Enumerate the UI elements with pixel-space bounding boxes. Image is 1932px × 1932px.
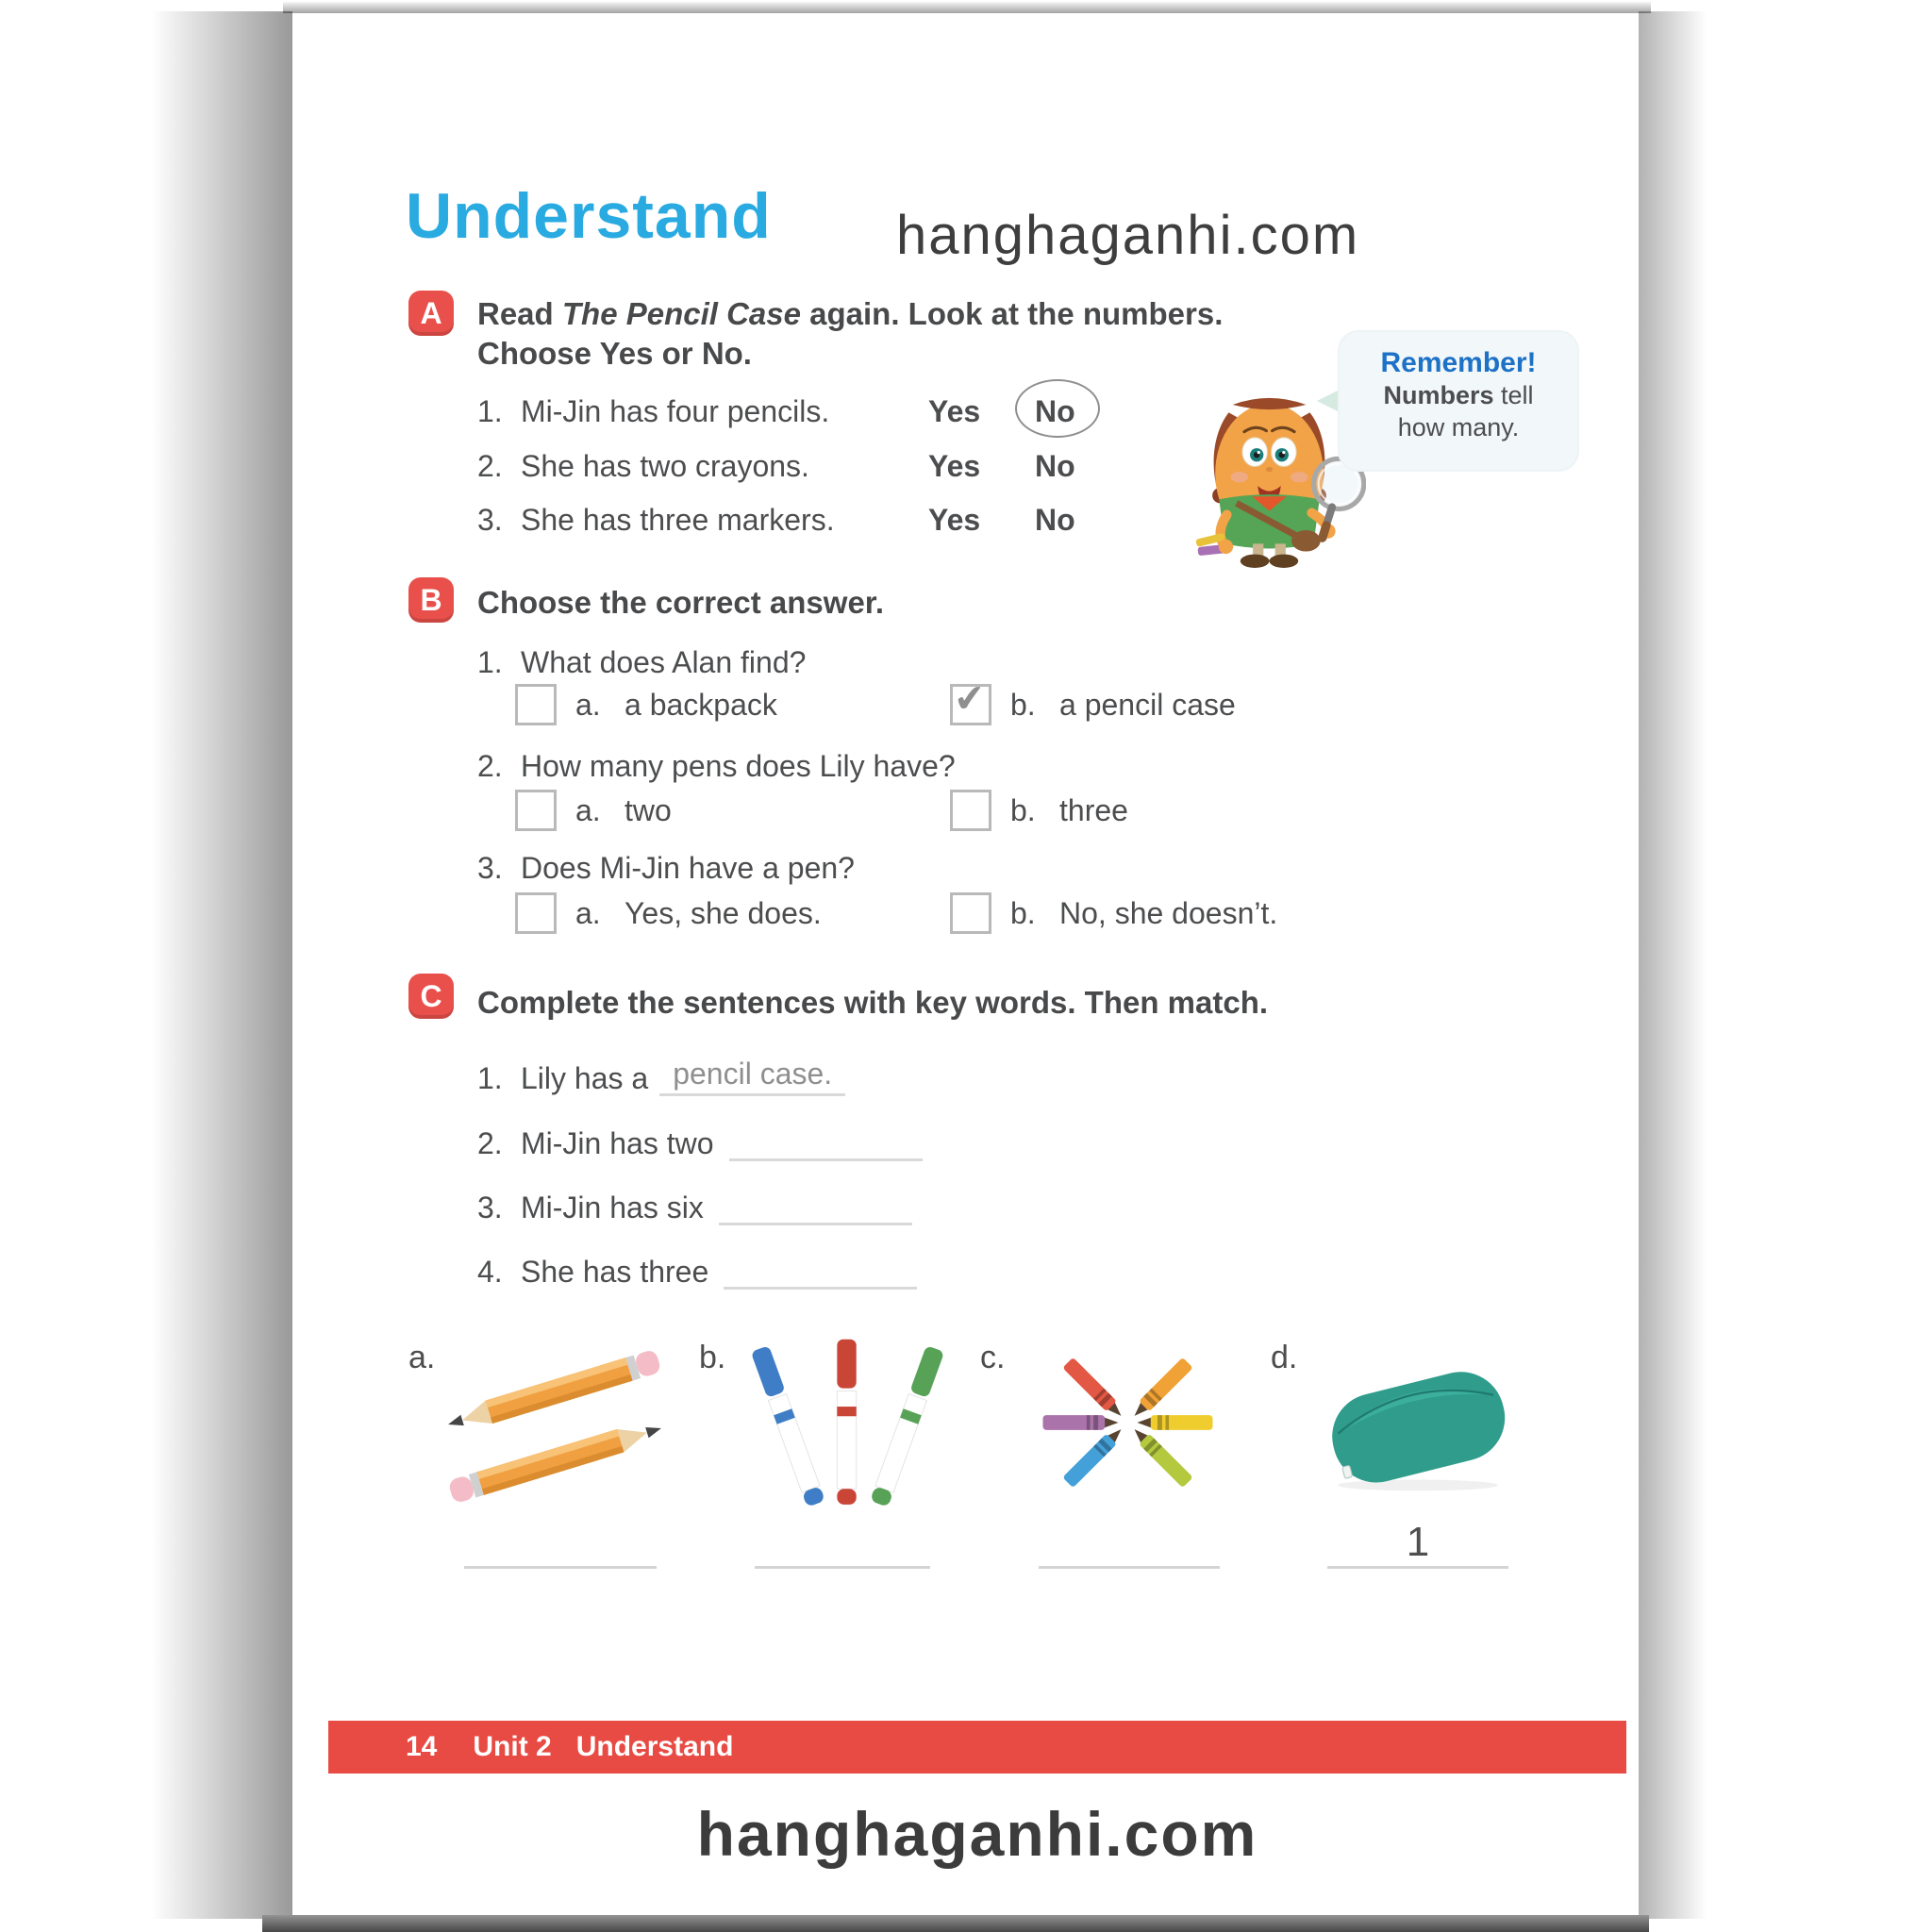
checkbox[interactable] <box>515 684 557 725</box>
question-row <box>477 645 806 680</box>
sentence-number: 2. <box>477 1126 503 1160</box>
question-text: What does Alan find? <box>521 645 807 679</box>
option-b <box>950 791 1128 830</box>
no-choice[interactable]: No <box>1035 394 1075 428</box>
remember-callout <box>1340 332 1577 470</box>
three-markers-image <box>738 1336 957 1515</box>
checkbox[interactable] <box>515 790 557 831</box>
heading-text: Read <box>477 296 562 331</box>
match-answer-line-d[interactable] <box>1327 1566 1508 1569</box>
section-a-badge: A <box>408 291 454 336</box>
no-choice[interactable]: No <box>1035 449 1075 483</box>
question-text: Does Mi-Jin have a pen? <box>521 851 855 885</box>
book-title: The Pencil Case <box>561 296 801 331</box>
match-answer-line-b[interactable] <box>755 1566 930 1569</box>
match-label-c: c. <box>980 1340 1006 1375</box>
speech-bubble-pointer <box>1317 389 1341 413</box>
match-label-b: b. <box>699 1340 726 1375</box>
sentence-text: She has three <box>521 1255 709 1289</box>
row-number: 3. <box>477 503 503 537</box>
checkbox-checked[interactable] <box>950 684 991 725</box>
option-letter: a. <box>575 895 601 930</box>
green-pencil-case-image <box>1313 1334 1523 1515</box>
option-label: Yes, she does. <box>625 895 822 930</box>
answer-blank[interactable] <box>729 1124 923 1161</box>
page-shadow-top <box>283 2 1651 13</box>
statement-row <box>477 449 809 484</box>
statement-row <box>477 503 835 538</box>
question-text: How many pens does Lily have? <box>521 749 956 783</box>
section-b-heading: Choose the correct answer. <box>477 585 884 620</box>
match-answer-line-a[interactable] <box>464 1566 657 1569</box>
row-number: 1. <box>477 394 503 428</box>
checkbox[interactable] <box>950 790 991 831</box>
sentence-row <box>477 1124 923 1161</box>
remember-text: tell <box>1493 381 1534 409</box>
section-c-heading: Complete the sentences with key words. Then match. <box>477 985 1269 1020</box>
sentence-text: Mi-Jin has six <box>521 1191 704 1224</box>
page-bottom-edge <box>262 1915 1649 1932</box>
heading-text: again. Look at the numbers. <box>800 296 1224 331</box>
question-row <box>477 851 855 886</box>
row-number: 2. <box>477 449 503 483</box>
sentence-text: Lily has a <box>521 1061 649 1095</box>
yes-choice[interactable]: Yes <box>928 394 981 428</box>
option-label: three <box>1059 792 1128 827</box>
six-crayons-image <box>1026 1328 1229 1517</box>
section-b-badge: B <box>408 577 454 623</box>
statement-text: Mi-Jin has four pencils. <box>521 394 830 428</box>
sentence-number: 3. <box>477 1191 503 1224</box>
question-row <box>477 749 956 784</box>
question-number: 2. <box>477 749 503 783</box>
question-number: 1. <box>477 645 503 679</box>
remember-title: Remember! <box>1380 347 1537 378</box>
page-shadow-left <box>151 11 292 1919</box>
yes-choice[interactable]: Yes <box>928 449 981 483</box>
option-b <box>950 685 1236 724</box>
option-letter: a. <box>575 687 601 722</box>
sentence-number: 1. <box>477 1061 503 1095</box>
option-label: a pencil case <box>1059 687 1236 722</box>
no-choice[interactable]: No <box>1035 503 1075 537</box>
remember-text-line1 <box>1340 379 1577 411</box>
option-a <box>515 893 822 933</box>
option-letter: b. <box>1010 895 1036 930</box>
footer-section-label: Understand <box>575 1731 734 1762</box>
match-label-d: d. <box>1271 1340 1298 1375</box>
section-c-badge: C <box>408 974 454 1019</box>
option-label: a backpack <box>625 687 777 722</box>
two-pencils-image <box>443 1341 666 1513</box>
section-a-heading-line2: Choose Yes or No. <box>477 336 752 371</box>
footer-unit-label: Unit 2 <box>473 1731 552 1762</box>
remember-text-line2: how many. <box>1397 413 1520 441</box>
footer-page-number: 14 <box>406 1731 438 1762</box>
filled-answer[interactable]: pencil case. <box>659 1057 845 1096</box>
checkbox[interactable] <box>515 892 557 934</box>
option-letter: a. <box>575 792 601 827</box>
answer-blank[interactable] <box>724 1253 917 1290</box>
footer-bar <box>328 1721 1626 1774</box>
sentence-number: 4. <box>477 1255 503 1289</box>
page-title: Understand <box>406 180 772 252</box>
watermark-bottom: hanghaganhi.com <box>696 1799 1258 1869</box>
section-a-heading-line1 <box>477 296 1223 332</box>
option-label: two <box>625 792 672 827</box>
statement-row <box>477 394 829 429</box>
sentence-text: Mi-Jin has two <box>521 1126 714 1160</box>
option-a <box>515 685 777 724</box>
checkbox[interactable] <box>950 892 991 934</box>
question-number: 3. <box>477 851 503 885</box>
answer-blank[interactable] <box>719 1189 912 1225</box>
statement-text: She has two crayons. <box>521 449 809 483</box>
yes-choice[interactable]: Yes <box>928 503 981 537</box>
option-b <box>950 893 1277 933</box>
match-label-a: a. <box>408 1340 436 1375</box>
option-a <box>515 791 672 830</box>
watermark-top: hanghaganhi.com <box>896 205 1360 266</box>
option-label: No, she doesn’t. <box>1059 895 1278 930</box>
page-shadow-right <box>1639 11 1707 1919</box>
sentence-row <box>477 1189 912 1225</box>
option-letter: b. <box>1010 792 1036 827</box>
statement-text: She has three markers. <box>521 503 835 537</box>
match-answer-line-c[interactable] <box>1039 1566 1220 1569</box>
sentence-row <box>477 1253 917 1290</box>
remember-keyword: Numbers <box>1383 381 1494 409</box>
option-letter: b. <box>1010 687 1036 722</box>
match-answer-d-value[interactable]: 1 <box>1406 1519 1430 1565</box>
sentence-row <box>477 1057 845 1096</box>
